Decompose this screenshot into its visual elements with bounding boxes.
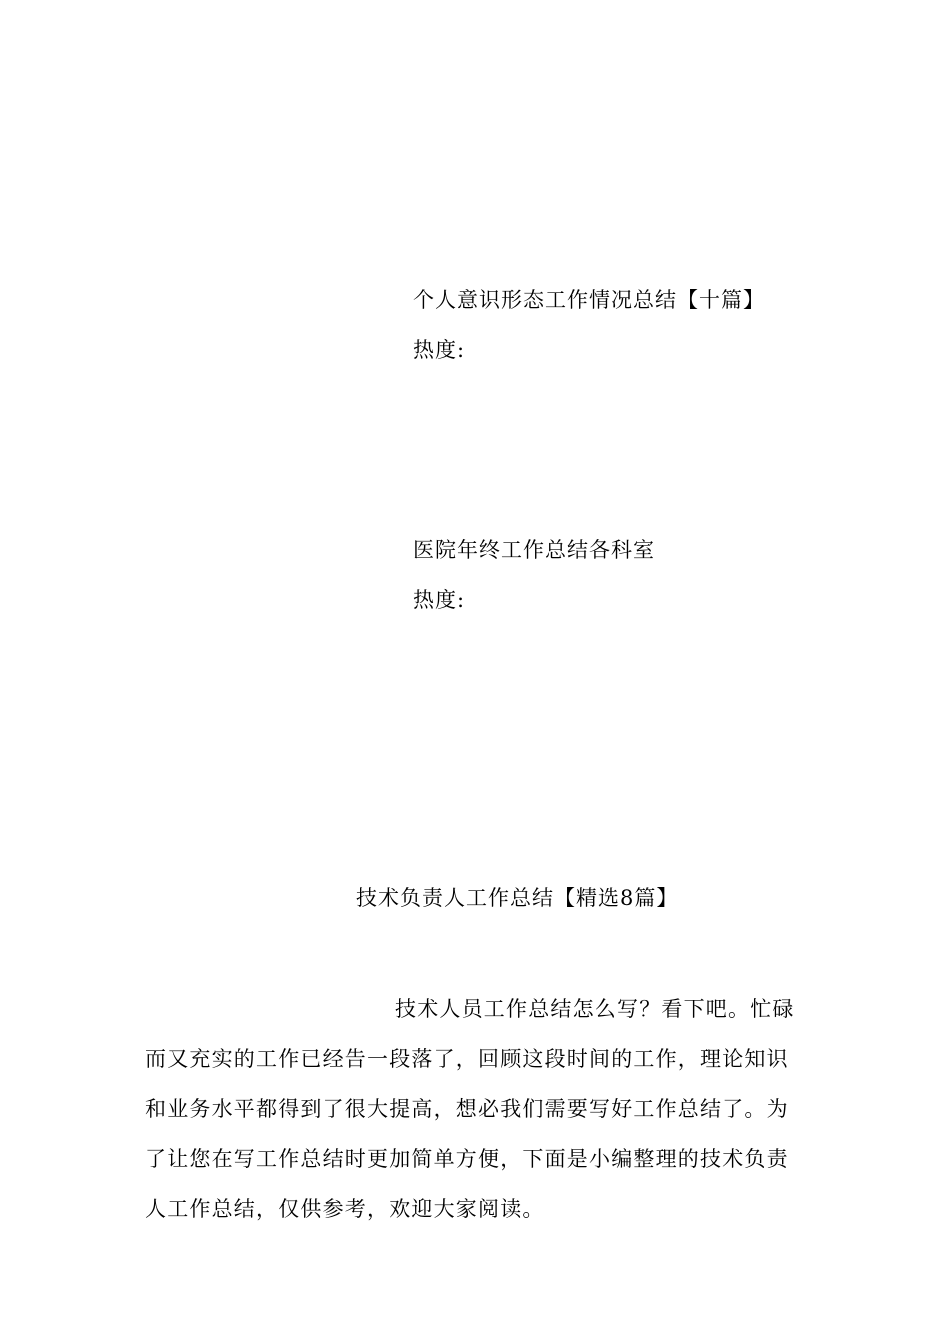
article-intro xyxy=(145,984,805,1234)
related-item-title[interactable]: 医院年终工作总结各科室 xyxy=(413,538,655,562)
intro-line: 人工作总结，仅供参考，欢迎大家阅读。 xyxy=(145,1197,545,1221)
intro-line: 和业务水平都得到了很大提高，想必我们需要写好工作总结了。为 xyxy=(145,1097,789,1121)
intro-line: 了让您在写工作总结时更加简单方便，下面是小编整理的技术负责 xyxy=(145,1147,789,1171)
article-title: 技术负责人工作总结【精选8篇】 xyxy=(356,886,679,910)
related-item-heat-label: 热度: xyxy=(413,588,466,612)
related-item-heat-label: 热度: xyxy=(413,338,466,362)
intro-line: 技术人员工作总结怎么写？看下吧。忙碌 xyxy=(395,997,795,1021)
intro-line: 而又充实的工作已经告一段落了，回顾这段时间的工作，理论知识 xyxy=(145,1047,789,1071)
related-item-title[interactable]: 个人意识形态工作情况总结【十篇】 xyxy=(413,288,765,312)
